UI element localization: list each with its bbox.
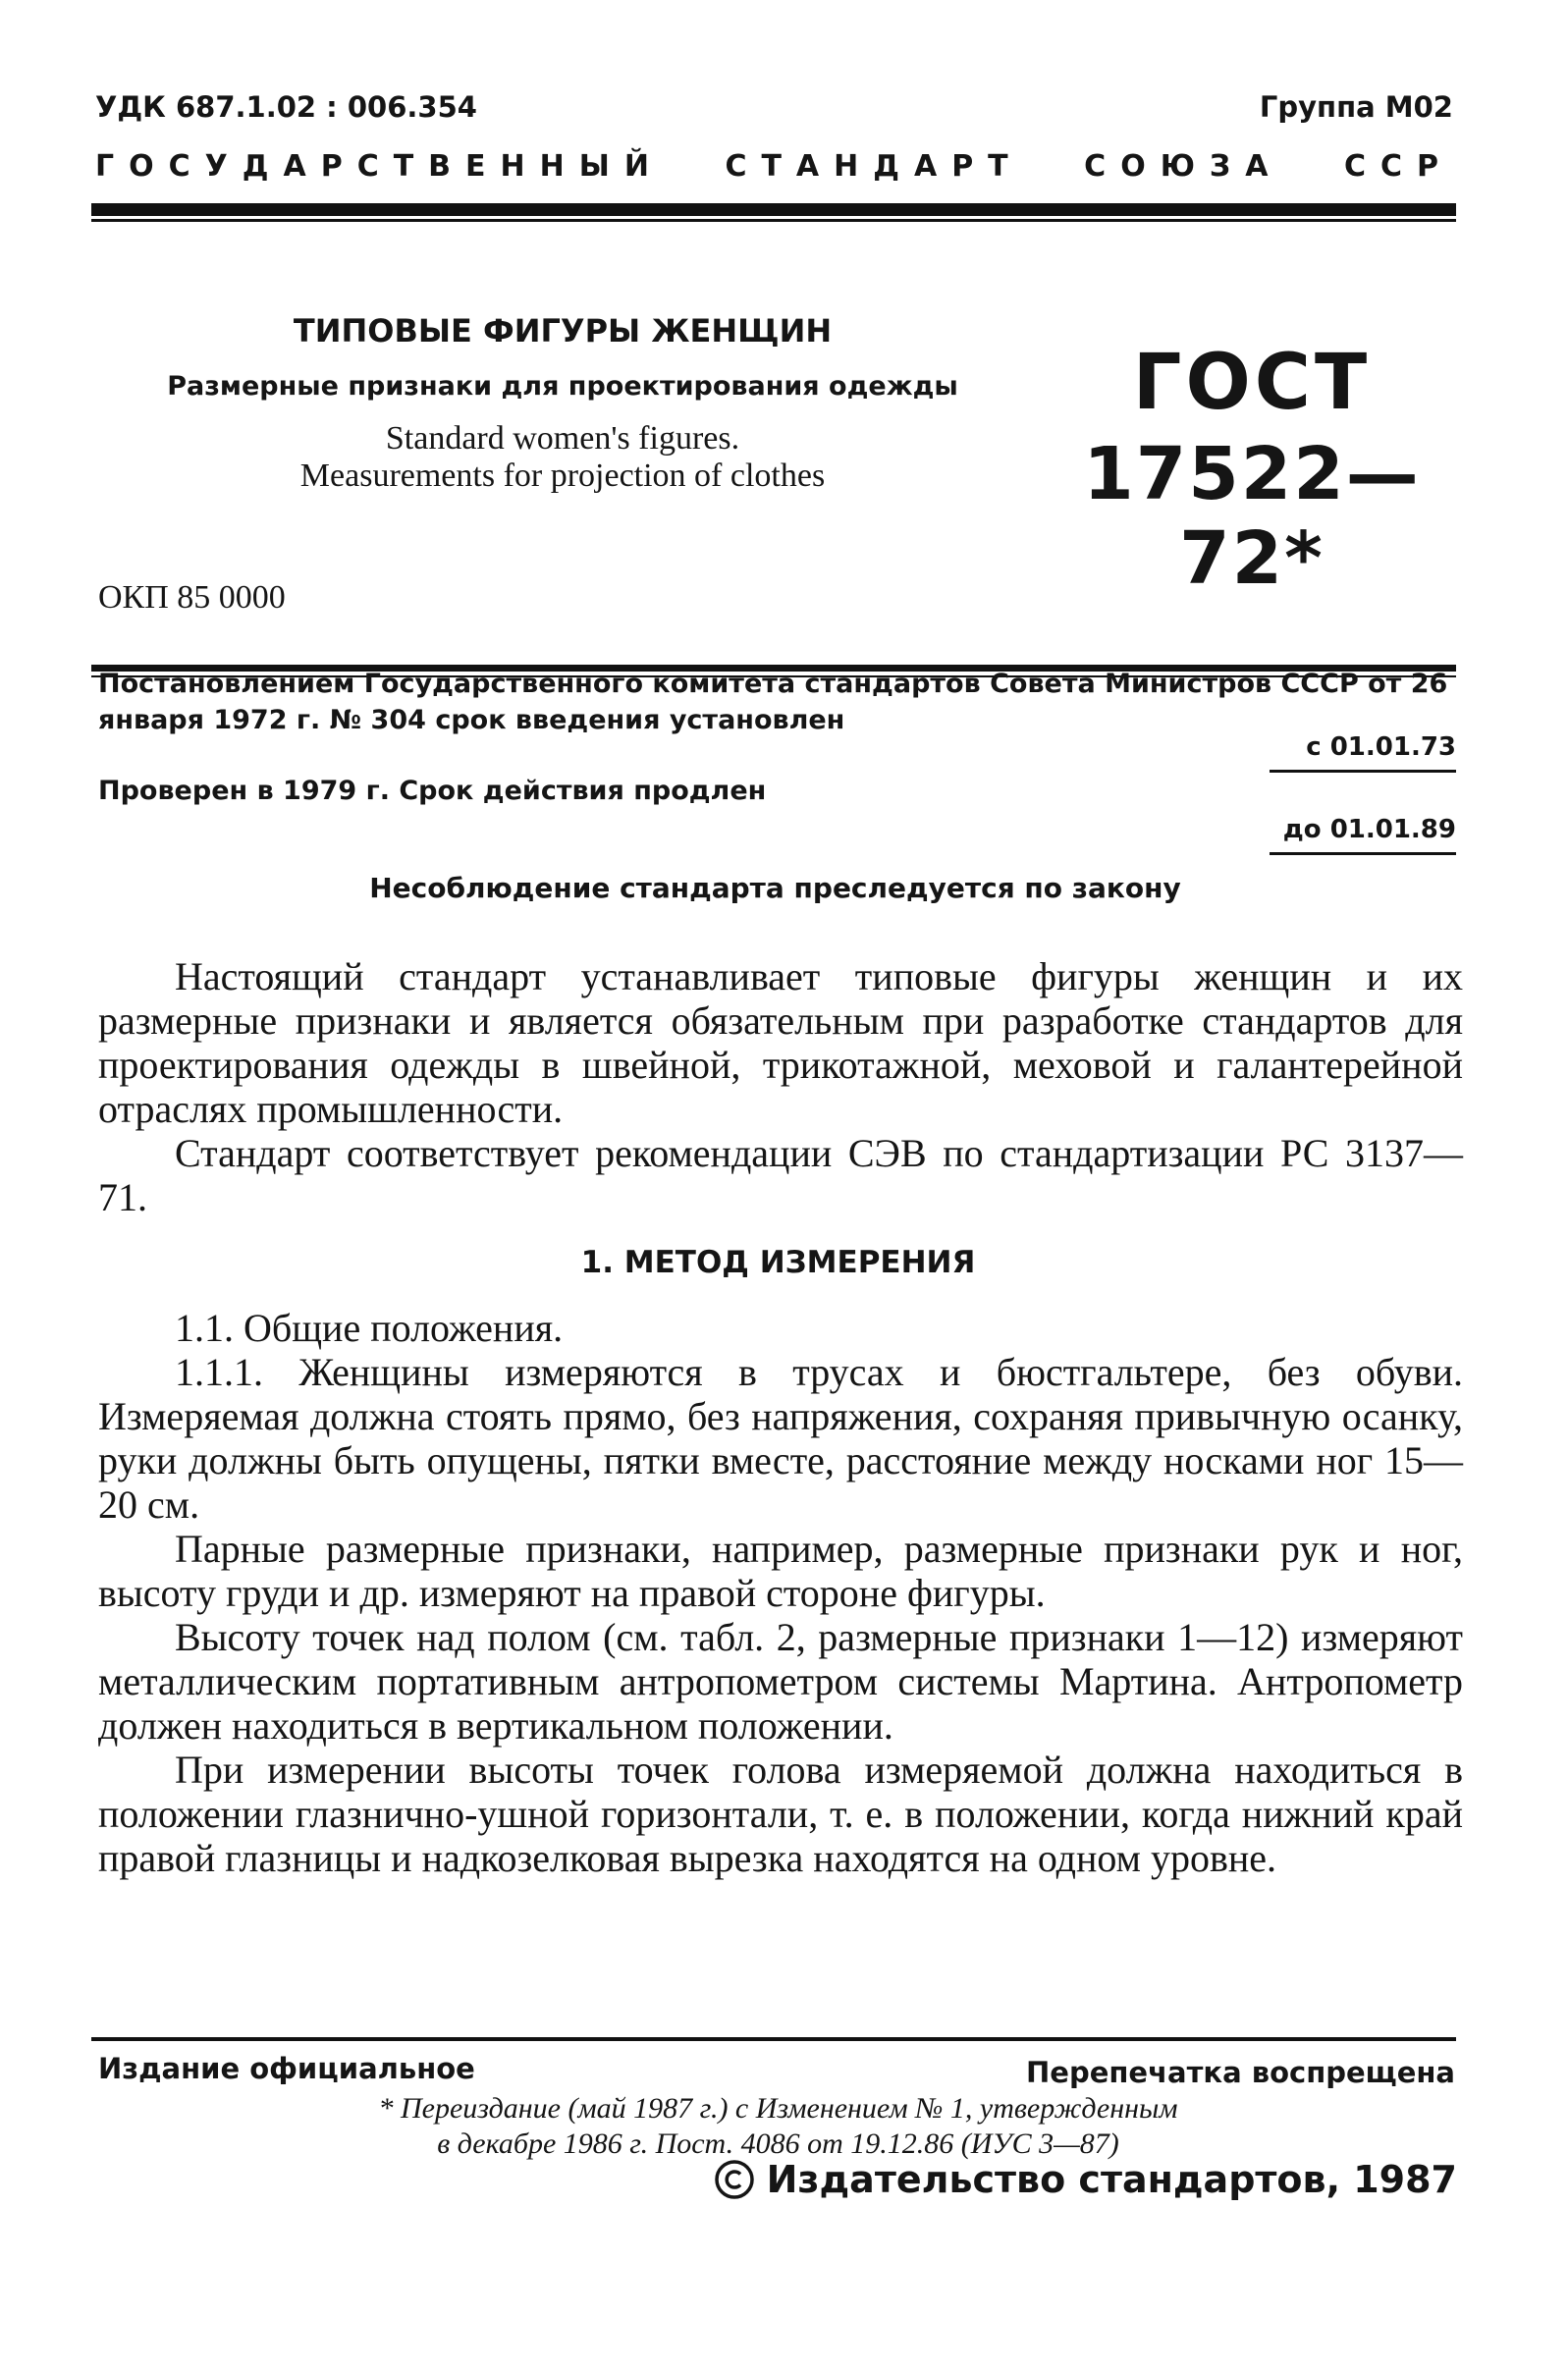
reprint-prohibited: Перепечатка воспрещена <box>1026 2056 1455 2089</box>
section-body <box>98 1306 1463 1880</box>
standard-title-ru: ТИПОВЫЕ ФИГУРЫ ЖЕНЩИН <box>293 312 833 350</box>
header-rule-thin <box>91 219 1456 222</box>
effective-date-value: с 01.01.73 <box>1306 732 1456 762</box>
banner-word: СТАНДАРТ <box>725 149 1023 184</box>
footnote-line: * Переиздание (май 1987 г.) с Изменением № 1, утвержденным <box>378 2092 1178 2125</box>
section-paragraph: Парные размерные признаки, например, размерные признаки рук и ног, высоту груди и др. измеряют на правой стороне фигуры. <box>98 1527 1463 1615</box>
title-en-line: Standard women's figures. <box>385 420 740 457</box>
title-en-line: Measurements for projection of clothes <box>299 458 826 494</box>
extended-date-value: до 01.01.89 <box>1282 815 1456 844</box>
section-title: 1. МЕТОД ИЗМЕРЕНИЯ <box>580 1245 976 1280</box>
reviewed-note: Проверен в 1979 г. Срок действия продлен <box>98 776 767 806</box>
footnote-line: в декабре 1986 г. Пост. 4086 от 19.12.86 (ИУС 3—87) <box>437 2127 1119 2160</box>
copyright-icon <box>714 2159 755 2200</box>
publisher-name: Издательство стандартов, 1987 <box>766 2158 1457 2201</box>
standard-subtitle-ru: Размерные признаки для проектирования одежды <box>167 371 958 402</box>
section-paragraph: Высоту точек над полом (см. табл. 2, размерные признаки 1—12) измеряют металлическим портативным антропометром системы Мартина. Антропометр должен находиться в вертикальном положении. <box>98 1615 1463 1748</box>
decree-text: Постановлением Государственного комитета стандартов Совета Министров СССР от 26 января 1972 г. № 304 срок введения установлен <box>98 669 1448 735</box>
effective-date-underline <box>1270 770 1456 773</box>
state-standard-banner <box>95 149 1453 184</box>
gost-label: ГОСТ <box>1132 339 1372 427</box>
okp-code: ОКП 85 0000 <box>98 579 286 616</box>
banner-word: ГОСУДАРСТВЕННЫЙ <box>95 149 664 184</box>
banner-word: СОЮЗА <box>1084 149 1283 184</box>
banner-word: ССР <box>1343 149 1453 184</box>
official-edition: Издание официальное <box>98 2052 475 2085</box>
extended-date-underline <box>1270 852 1456 855</box>
group-code: Группа М02 <box>1259 90 1453 124</box>
header-rule-heavy <box>91 203 1456 216</box>
effective-date <box>1270 732 1456 773</box>
standard-title-en <box>116 420 1009 495</box>
section-paragraph: При измерении высоты точек голова измеряемой должна находиться в положении глазнично-ушной горизонтали, т. е. в положении, когда нижний край правой глазницы и надкозелковая вырезка находятся на одном уровне. <box>98 1748 1463 1880</box>
footer-rule <box>91 2037 1456 2041</box>
section-paragraph: 1.1. Общие положения. <box>175 1306 564 1350</box>
section-paragraph: 1.1.1. Женщины измеряются в трусах и бюстгальтере, без обуви. Измеряемая должна стоять прямо, без напряжения, сохраняя привычную осанку, руки должны быть опущены, пятки вместе, расстояние между носками ног 15—20 см. <box>98 1350 1463 1527</box>
intro-text <box>98 954 1463 1219</box>
legal-penalty-note: Несоблюдение стандарта преследуется по закону <box>369 872 1181 904</box>
gost-number: 17522—72* <box>1083 432 1421 601</box>
extended-date <box>1270 815 1456 855</box>
intro-paragraph: Стандарт соответствует рекомендации СЭВ по стандартизации РС 3137—71. <box>98 1131 1463 1219</box>
intro-paragraph: Настоящий стандарт устанавливает типовые фигуры женщин и их размерные признаки и является обязательным при разработке стандартов для проектирования одежды в швейной, трикотажной, меховой и галантерейной отраслях промышленности. <box>98 954 1463 1131</box>
udk-code: УДК 687.1.02 : 006.354 <box>95 90 477 124</box>
reissue-footnote <box>98 2091 1458 2162</box>
publisher-line <box>714 2158 1457 2201</box>
